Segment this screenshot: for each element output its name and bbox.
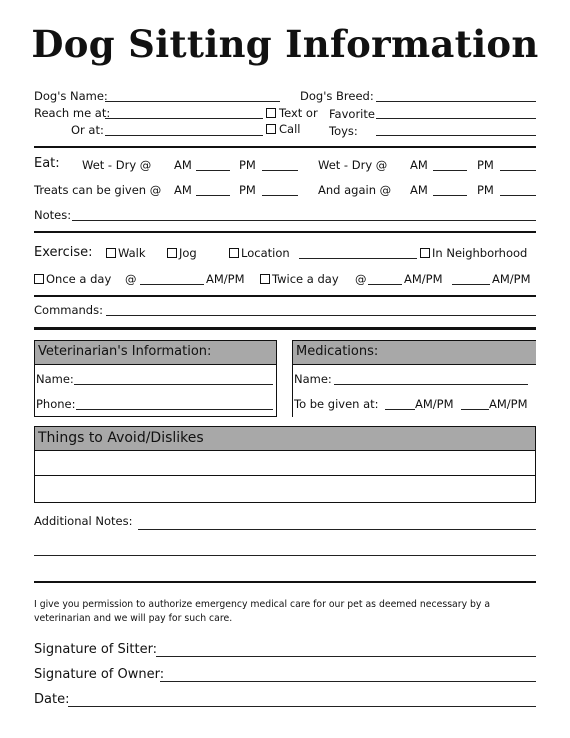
- walk-label: Walk: [118, 246, 146, 260]
- eat-pm-field-2[interactable]: [500, 170, 536, 171]
- text-checkbox[interactable]: [266, 108, 276, 118]
- commands-label: Commands:: [34, 303, 103, 317]
- dog-breed-label: Dog's Breed:: [300, 89, 374, 103]
- additional-notes-line[interactable]: [34, 555, 536, 556]
- and-again-label: And again @: [318, 183, 392, 197]
- reach-me-field[interactable]: [105, 118, 263, 119]
- avoid-box: [34, 426, 536, 503]
- twice-time-field-2[interactable]: [452, 284, 490, 285]
- signature-owner-field[interactable]: [160, 681, 536, 682]
- am-label: AM: [410, 158, 428, 172]
- section-divider: [34, 327, 536, 330]
- pm-label: PM: [239, 183, 256, 197]
- notes-label: Notes:: [34, 208, 72, 222]
- jog-checkbox[interactable]: [167, 248, 177, 258]
- eat-am-field-2[interactable]: [433, 170, 467, 171]
- ampm-label: AM/PM: [489, 397, 528, 411]
- commands-field[interactable]: [106, 315, 536, 316]
- vet-name-field[interactable]: [74, 384, 273, 385]
- location-checkbox[interactable]: [229, 248, 239, 258]
- permission-text-line1: I give you permission to authorize emergency medical care for our pet as deemed necessary by a: [34, 599, 491, 610]
- neighborhood-label: In Neighborhood: [432, 246, 528, 260]
- once-time-field[interactable]: [140, 284, 204, 285]
- walk-checkbox[interactable]: [106, 248, 116, 258]
- eat-label: Eat:: [34, 156, 60, 171]
- vet-phone-field[interactable]: [76, 409, 273, 410]
- twice-a-day-label: Twice a day: [272, 272, 339, 286]
- reach-me-label: Reach me at:: [34, 106, 111, 120]
- med-name-label: Name:: [294, 372, 332, 386]
- page-title: Dog Sitting Information: [31, 22, 539, 66]
- jog-label: Jog: [179, 246, 197, 260]
- am-label: AM: [174, 158, 192, 172]
- date-label: Date:: [34, 692, 70, 707]
- twice-time-field-1[interactable]: [368, 284, 402, 285]
- text-label: Text or: [279, 106, 318, 120]
- call-label: Call: [279, 122, 301, 136]
- avoid-row-2[interactable]: [35, 476, 535, 501]
- wet-dry-label: Wet - Dry @: [318, 158, 388, 172]
- wet-dry-label: Wet - Dry @: [82, 158, 152, 172]
- location-label: Location: [241, 246, 290, 260]
- ampm-label: AM/PM: [415, 397, 454, 411]
- dog-breed-field[interactable]: [376, 101, 536, 102]
- signature-sitter-label: Signature of Sitter:: [34, 642, 158, 657]
- pm-label: PM: [477, 183, 494, 197]
- med-given-label: To be given at:: [294, 397, 379, 411]
- once-a-day-label: Once a day: [46, 272, 112, 286]
- vet-name-label: Name:: [36, 372, 74, 386]
- medications-header: Medications:: [293, 341, 536, 365]
- or-at-label: Or at:: [71, 123, 104, 137]
- avoid-header: Things to Avoid/Dislikes: [35, 427, 535, 451]
- permission-text-line2: veterinarian and we will pay for such care.: [34, 613, 233, 624]
- vet-phone-label: Phone:: [36, 397, 76, 411]
- dog-name-field[interactable]: [105, 101, 280, 102]
- am-label: AM: [174, 183, 192, 197]
- vet-info-header: Veterinarian's Information:: [35, 341, 276, 365]
- twice-a-day-checkbox[interactable]: [260, 274, 270, 284]
- or-at-field[interactable]: [105, 135, 263, 136]
- pm-label: PM: [239, 158, 256, 172]
- date-field[interactable]: [68, 706, 536, 707]
- eat-pm-field[interactable]: [262, 170, 298, 171]
- avoid-row-1[interactable]: [35, 451, 535, 476]
- am-label: AM: [410, 183, 428, 197]
- neighborhood-checkbox[interactable]: [420, 248, 430, 258]
- call-checkbox[interactable]: [266, 124, 276, 134]
- pm-label: PM: [477, 158, 494, 172]
- favorite-label: Favorite: [329, 107, 375, 121]
- once-a-day-checkbox[interactable]: [34, 274, 44, 284]
- notes-field[interactable]: [72, 220, 536, 221]
- med-name-field[interactable]: [334, 384, 528, 385]
- dog-name-label: Dog's Name:: [34, 89, 108, 103]
- treats-label: Treats can be given @: [34, 183, 162, 197]
- at-label: @: [355, 272, 367, 286]
- signature-sitter-field[interactable]: [156, 656, 536, 657]
- toys-field[interactable]: [376, 135, 536, 136]
- section-divider: [34, 581, 536, 583]
- section-divider: [34, 295, 536, 297]
- additional-notes-field[interactable]: [138, 529, 536, 530]
- ampm-label: AM/PM: [492, 272, 531, 286]
- location-field[interactable]: [299, 258, 417, 259]
- ampm-label: AM/PM: [206, 272, 245, 286]
- treats-pm-field[interactable]: [262, 195, 298, 196]
- med-time-field-1[interactable]: [385, 409, 415, 410]
- signature-owner-label: Signature of Owner:: [34, 667, 165, 682]
- section-divider: [34, 146, 536, 148]
- at-label: @: [125, 272, 137, 286]
- favorite-field[interactable]: [376, 118, 536, 119]
- section-divider: [34, 231, 536, 233]
- exercise-label: Exercise:: [34, 245, 93, 260]
- med-time-field-2[interactable]: [461, 409, 489, 410]
- again-pm-field[interactable]: [500, 195, 536, 196]
- toys-label: Toys:: [329, 124, 358, 138]
- eat-am-field[interactable]: [196, 170, 230, 171]
- treats-am-field[interactable]: [196, 195, 230, 196]
- again-am-field[interactable]: [433, 195, 467, 196]
- additional-notes-label: Additional Notes:: [34, 514, 133, 528]
- ampm-label: AM/PM: [404, 272, 443, 286]
